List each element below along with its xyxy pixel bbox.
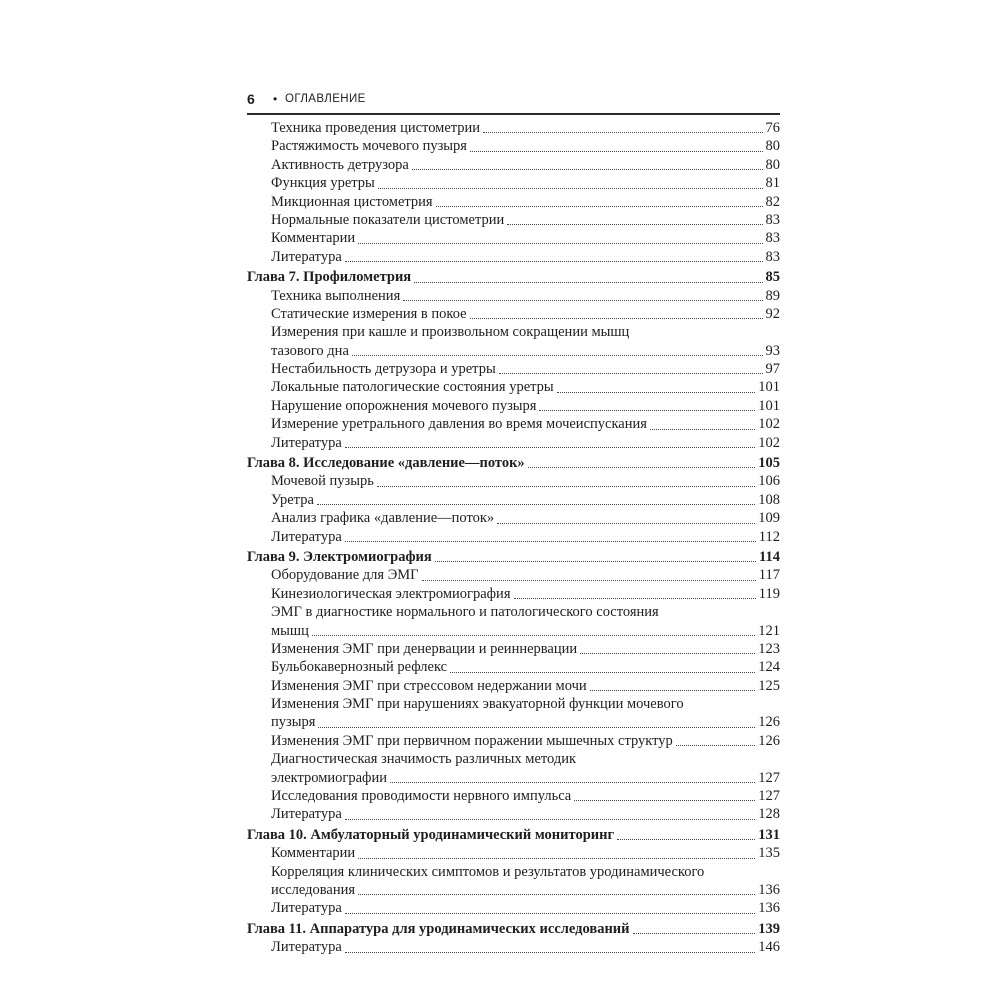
toc-entry [247,863,780,900]
toc-row [247,714,780,732]
toc-row [247,174,780,192]
dot-leader [358,858,755,859]
toc-entry-page: 131 [758,826,780,843]
toc-entry-title: Оборудование для ЭМГ [271,567,419,584]
toc-entry-page: 97 [765,361,780,378]
dot-leader [403,300,762,301]
dot-leader [377,486,755,487]
dot-leader [497,523,755,524]
toc-entry-title: Глава 9. Электромиография [247,548,432,565]
toc-row [247,844,780,862]
toc-entry [247,938,780,956]
toc-row [247,658,780,676]
toc-entry [247,603,780,640]
toc-entry-page: 126 [758,714,780,731]
dot-leader [435,561,756,562]
toc-row [247,472,780,490]
toc-row [247,787,780,805]
dot-leader [470,318,763,319]
toc-entry [247,193,780,211]
toc-row [247,305,780,323]
toc-entry-page: 136 [758,900,780,917]
toc-entry-page: 93 [765,342,780,359]
toc-entry-title: Техника проведения цистометрии [271,119,481,136]
toc-entry-page: 114 [759,548,780,565]
toc-entry-title-line: Диагностическая значимость различных методик [271,751,577,768]
toc-entry-title: Измерение уретрального давления во время мочеиспускания [271,416,647,433]
toc-entry [247,750,780,787]
toc-row [247,622,780,640]
toc-chapter [247,548,780,566]
running-header [247,91,780,109]
toc-entry-page: 82 [765,193,780,210]
toc-row [247,156,780,174]
toc-entry [247,378,780,396]
toc-entry [247,658,780,676]
toc-entry [247,174,780,192]
toc-entry-title: Нестабильность детрузора и уретры [271,361,496,378]
toc-row [247,454,780,472]
toc-entry-page: 123 [758,640,780,657]
toc-entry-page: 83 [765,248,780,265]
toc-row [247,119,780,137]
toc-entry-title: Кинезиологическая электромиография [271,585,511,602]
toc-entry [247,156,780,174]
toc-entry [247,695,780,732]
toc-entry-title: Микционная цистометрия [271,193,433,210]
toc-entry-page: 102 [758,434,780,451]
table-of-contents [247,119,780,957]
toc-entry [247,415,780,433]
toc-entry-title-line: Измерения при кашле и произвольном сокращении мышц [271,324,630,341]
toc-entry-title: Анализ графика «давление—поток» [271,510,495,527]
dot-leader [345,261,763,262]
toc-entry [247,434,780,452]
toc-entry [247,119,780,137]
toc-entry-title: исследования [271,882,356,898]
dot-leader [450,672,755,673]
toc-entry-page: 101 [758,379,780,396]
toc-entry-title: Глава 10. Амбулаторный уродинамический мониторинг [247,826,615,843]
toc-entry-page: 105 [758,455,780,472]
dot-leader [633,933,756,934]
toc-row [247,805,780,823]
toc-entry-page: 83 [765,211,780,228]
toc-entry-title: Функция уретры [271,175,375,192]
toc-entry-title: Статические измерения в покое [271,305,467,322]
toc-entry-title-line: Корреляция клинических симптомов и результатов уродинамического [271,863,705,880]
header-rule [247,113,780,115]
toc-entry-title: Глава 7. Профилометрия [247,269,412,286]
toc-row [247,938,780,956]
toc-row [247,360,780,378]
toc-entry-title: Литература [271,528,342,545]
toc-entry-title: Глава 11. Аппаратура для уродинамических исследований [247,920,630,937]
dot-leader [318,727,755,728]
toc-entry-page: 80 [765,138,780,155]
toc-row [247,378,780,396]
toc-entry [247,229,780,247]
toc-entry [247,491,780,509]
toc-row [247,566,780,584]
toc-entry [247,137,780,155]
toc-entry-title: Растяжимость мочевого пузыря [271,138,467,155]
toc-entry [247,787,780,805]
dot-leader [557,392,756,393]
dot-leader [650,429,755,430]
toc-entry [247,899,780,917]
toc-entry-page: 127 [758,769,780,786]
toc-entry [247,805,780,823]
toc-entry-title: Литература [271,900,342,917]
toc-entry-page: 102 [758,416,780,433]
dot-leader [412,169,763,170]
dot-leader [590,690,756,691]
dot-leader [507,224,762,225]
toc-entry-title: Литература [271,939,342,956]
toc-entry-page: 135 [758,845,780,862]
toc-entry-title: Бульбокавернозный рефлекс [271,659,448,676]
toc-entry [247,844,780,862]
dot-leader [617,839,755,840]
toc-row [247,434,780,452]
toc-entry-title: Техника выполнения [271,287,401,304]
toc-entry-page: 146 [758,939,780,956]
toc-row [247,920,780,938]
page-number: 6 [247,91,255,107]
toc-entry-title: Изменения ЭМГ при денервации и реиннервации [271,640,578,657]
toc-chapter [247,268,780,286]
toc-entry-title-line: Изменения ЭМГ при нарушениях эвакуаторной функции мочевого [271,696,684,713]
dot-leader [345,447,755,448]
toc-entry-page: 124 [758,659,780,676]
toc-row [247,491,780,509]
toc-entry-title: мышц [271,622,309,639]
dot-leader [378,188,763,189]
toc-entry-page: 126 [758,732,780,749]
dot-leader [345,541,756,542]
toc-row [247,287,780,305]
toc-entry-title: Уретра [271,491,314,508]
dot-leader [345,819,755,820]
dot-leader [358,894,755,895]
dot-leader [539,410,755,411]
toc-entry-title: электромиографии [271,769,387,786]
dot-leader [580,653,755,654]
toc-chapter [247,920,780,938]
toc-row [247,229,780,247]
toc-entry-title: Мочевой пузырь [271,473,374,490]
toc-row [247,509,780,527]
toc-entry-title: Литература [271,248,342,265]
toc-row [247,415,780,433]
toc-entry-page: 106 [758,473,780,490]
toc-row [247,548,780,566]
toc-entry-title: Нарушение опорожнения мочевого пузыря [271,397,537,414]
toc-entry-title: Комментарии [271,230,356,247]
toc-entry [247,677,780,695]
toc-entry-title: Комментарии [271,845,356,862]
toc-row [247,268,780,286]
toc-chapter [247,454,780,472]
section-title: ОГЛАВЛЕНИЕ [285,93,366,105]
toc-row [247,528,780,546]
dot-leader [345,952,755,953]
toc-entry-page: 128 [758,806,780,823]
toc-entry-title: тазового дна [271,342,349,359]
toc-row [247,211,780,229]
toc-entry-title: Локальные патологические состояния уретры [271,379,554,396]
toc-entry-title: Изменения ЭМГ при стрессовом недержании мочи [271,677,587,694]
toc-entry-title: пузыря [271,714,316,731]
toc-entry-title: Изменения ЭМГ при первичном поражении мышечных структур [271,732,673,749]
toc-entry-title: Нормальные показатели цистометрии [271,211,505,228]
dot-leader [528,467,756,468]
dot-leader [436,206,763,207]
toc-entry-page: 85 [765,269,780,286]
toc-row [247,881,780,899]
bullet-icon: • [273,92,278,106]
toc-row [247,677,780,695]
toc-entry [247,211,780,229]
dot-leader [345,913,755,914]
toc-entry-page: 139 [758,920,780,937]
dot-leader [414,282,762,283]
dot-leader [514,598,756,599]
dot-leader [422,580,756,581]
toc-row [247,248,780,266]
toc-entry-title: Исследования проводимости нервного импульса [271,788,572,805]
toc-entry-page: 125 [758,677,780,694]
toc-row [247,732,780,750]
dot-leader [574,800,755,801]
toc-row [247,640,780,658]
toc-entry [247,248,780,266]
toc-row [247,137,780,155]
toc-entry-page: 76 [765,119,780,136]
toc-entry-page: 136 [758,882,780,898]
toc-entry [247,472,780,490]
toc-entry-title: Литература [271,434,342,451]
toc-entry-page: 112 [758,528,780,545]
dot-leader [470,151,763,152]
dot-leader [358,243,762,244]
toc-row [247,585,780,603]
toc-entry [247,566,780,584]
toc-entry [247,360,780,378]
toc-entry-page: 119 [758,585,780,602]
toc-entry [247,323,780,360]
toc-entry [247,287,780,305]
toc-entry [247,305,780,323]
toc-entry [247,640,780,658]
toc-row [247,769,780,787]
toc-entry-page: 108 [758,491,780,508]
dot-leader [352,355,763,356]
toc-entry-title: Глава 8. Исследование «давление—поток» [247,455,525,472]
toc-entry-page: 109 [758,510,780,527]
toc-entry-title: Активность детрузора [271,156,409,173]
toc-entry [247,509,780,527]
toc-entry-page: 92 [765,305,780,322]
toc-chapter [247,826,780,844]
toc-entry [247,528,780,546]
dot-leader [317,504,755,505]
toc-entry-page: 81 [765,175,780,192]
toc-entry-page: 89 [765,287,780,304]
toc-entry-page: 117 [758,567,780,584]
toc-row [247,826,780,844]
toc-entry-page: 83 [765,230,780,247]
toc-entry-page: 101 [758,397,780,414]
toc-entry-page: 121 [758,622,780,639]
dot-leader [499,373,763,374]
toc-entry [247,585,780,603]
toc-row [247,899,780,917]
dot-leader [312,635,755,636]
toc-row [247,397,780,415]
toc-entry [247,397,780,415]
toc-row [247,193,780,211]
toc-entry-page: 80 [765,156,780,173]
dot-leader [390,782,755,783]
toc-entry [247,732,780,750]
toc-entry-title-line: ЭМГ в диагностике нормального и патологического состояния [271,604,659,621]
dot-leader [676,745,755,746]
toc-entry-page: 127 [758,788,780,805]
dot-leader [483,132,762,133]
toc-row [247,342,780,360]
toc-entry-title: Литература [271,806,342,823]
